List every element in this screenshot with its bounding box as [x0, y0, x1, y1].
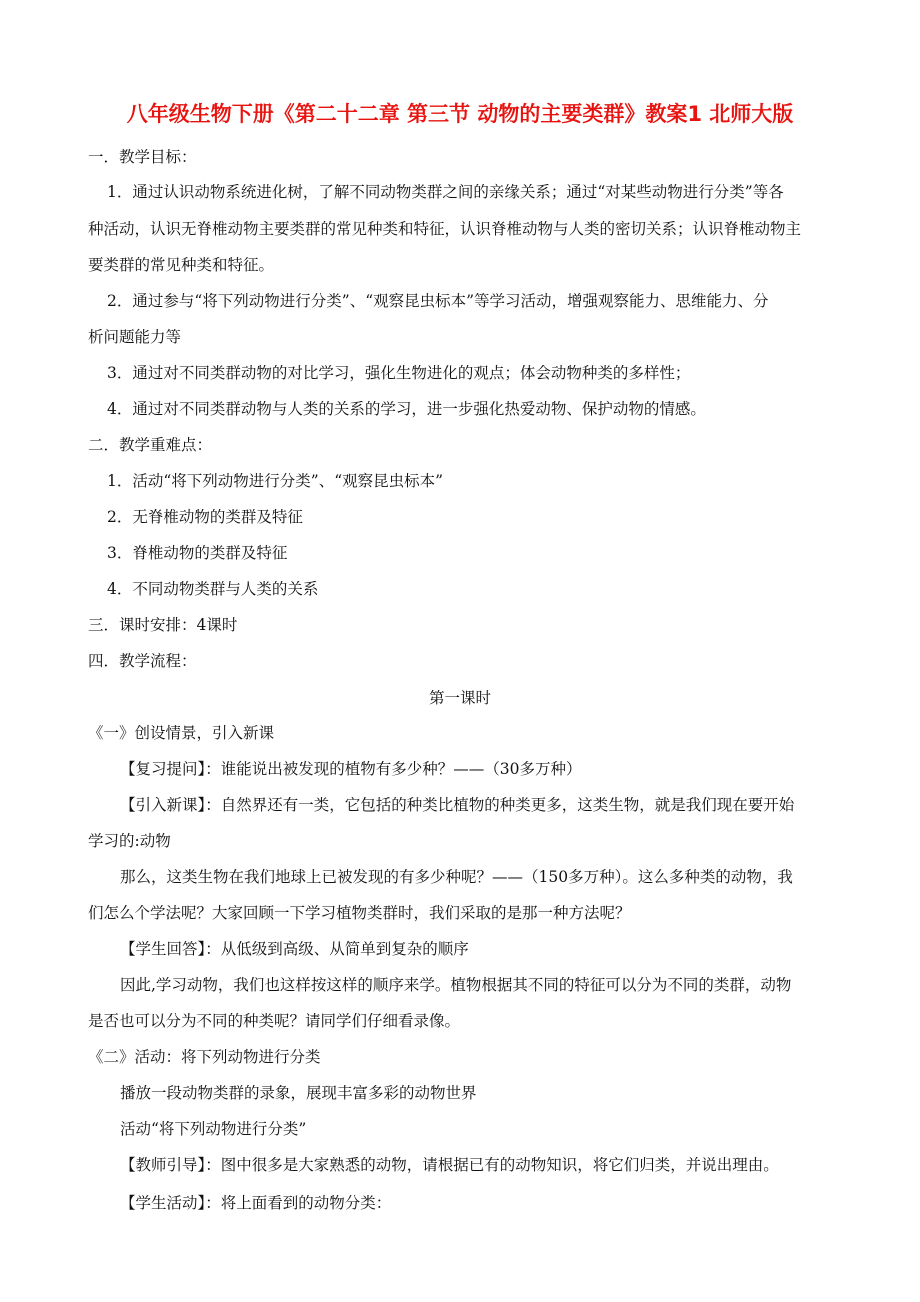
paragraph-1-line-1: 那么，这类生物在我们地球上已被发现的有多少种呢？——（150多万种）。这么多种类的动物，我 [120, 868, 793, 886]
activity-line: 活动“将下列动物进行分类” [120, 1120, 307, 1138]
play-video-line: 播放一段动物类群的录象，展现丰富多彩的动物世界 [120, 1084, 477, 1102]
key-point-4: 4．不同动物类群与人类的关系 [107, 580, 319, 598]
objective-2-line-2: 析问题能力等 [88, 328, 182, 346]
student-activity: 【学生活动】：将上面看到的动物分类： [120, 1194, 392, 1212]
teacher-guidance: 【教师引导】：图中很多是大家熟悉的动物，请根据已有的动物知识，将它们归类，并说出理由。 [120, 1156, 779, 1174]
objective-4: 4．通过对不同类群动物与人类的关系的学习，进一步强化热爱动物、保护动物的情感。 [107, 400, 706, 418]
lesson-title: 第一课时 [428, 689, 491, 707]
objective-1-line-1: 1．通过认识动物系统进化树，了解不同动物类群之间的亲缘关系；通过“对某些动物进行分类”等各 [107, 183, 784, 201]
paragraph-1-line-2: 们怎么个学法呢？大家回顾一下学习植物类群时，我们采取的是那一种方法呢？ [88, 904, 631, 922]
section-heading-schedule: 三．课时安排：4课时 [88, 616, 238, 634]
intro-line-1: 【引入新课】：自然界还有一类，它包括的种类比植物的种类更多，这类生物，就是我们现在要开始 [120, 796, 795, 814]
part2-heading: 《二》活动：将下列动物进行分类 [88, 1048, 321, 1066]
objective-2-line-1: 2．通过参与“将下列动物进行分类”、“观察昆虫标本”等学习活动，增强观察能力、思维能力、分 [107, 292, 769, 310]
section-heading-objectives: 一．教学目标： [88, 148, 197, 166]
intro-line-2: 学习的:动物 [88, 832, 171, 850]
student-answer: 【学生回答】：从低级到高级、从简单到复杂的顺序 [120, 940, 469, 958]
objective-3: 3．通过对不同类群动物的对比学习，强化生物进化的观点；体会动物种类的多样性； [107, 364, 691, 382]
paragraph-2-line-2: 是否也可以分为不同的种类呢？请同学们仔细看录像。 [88, 1012, 461, 1030]
objective-1-line-2: 种活动，认识无脊椎动物主要类群的常见种类和特征，认识脊椎动物与人类的密切关系；认识脊椎动物主 [88, 220, 802, 238]
part1-heading: 《一》创设情景，引入新课 [88, 724, 275, 742]
section-heading-key-points: 二．教学重难点： [88, 436, 213, 454]
key-point-2: 2．无脊椎动物的类群及特征 [107, 508, 303, 526]
objective-1-line-3: 要类群的常见种类和特征。 [88, 256, 275, 274]
review-question: 【复习提问】：谁能说出被发现的植物有多少种？——（30多万种） [120, 760, 582, 778]
key-point-3: 3．脊椎动物的类群及特征 [107, 544, 288, 562]
section-heading-process: 四．教学流程： [88, 652, 197, 670]
paragraph-2-line-1: 因此,学习动物，我们也这样按这样的顺序来学。植物根据其不同的特征可以分为不同的类群，动物 [120, 976, 792, 994]
document-title: 八年级生物下册《第二十二章 第三节 动物的主要类群》教案1 北师大版 [126, 102, 794, 126]
key-point-1: 1．活动“将下列动物进行分类”、“观察昆虫标本” [107, 472, 444, 490]
